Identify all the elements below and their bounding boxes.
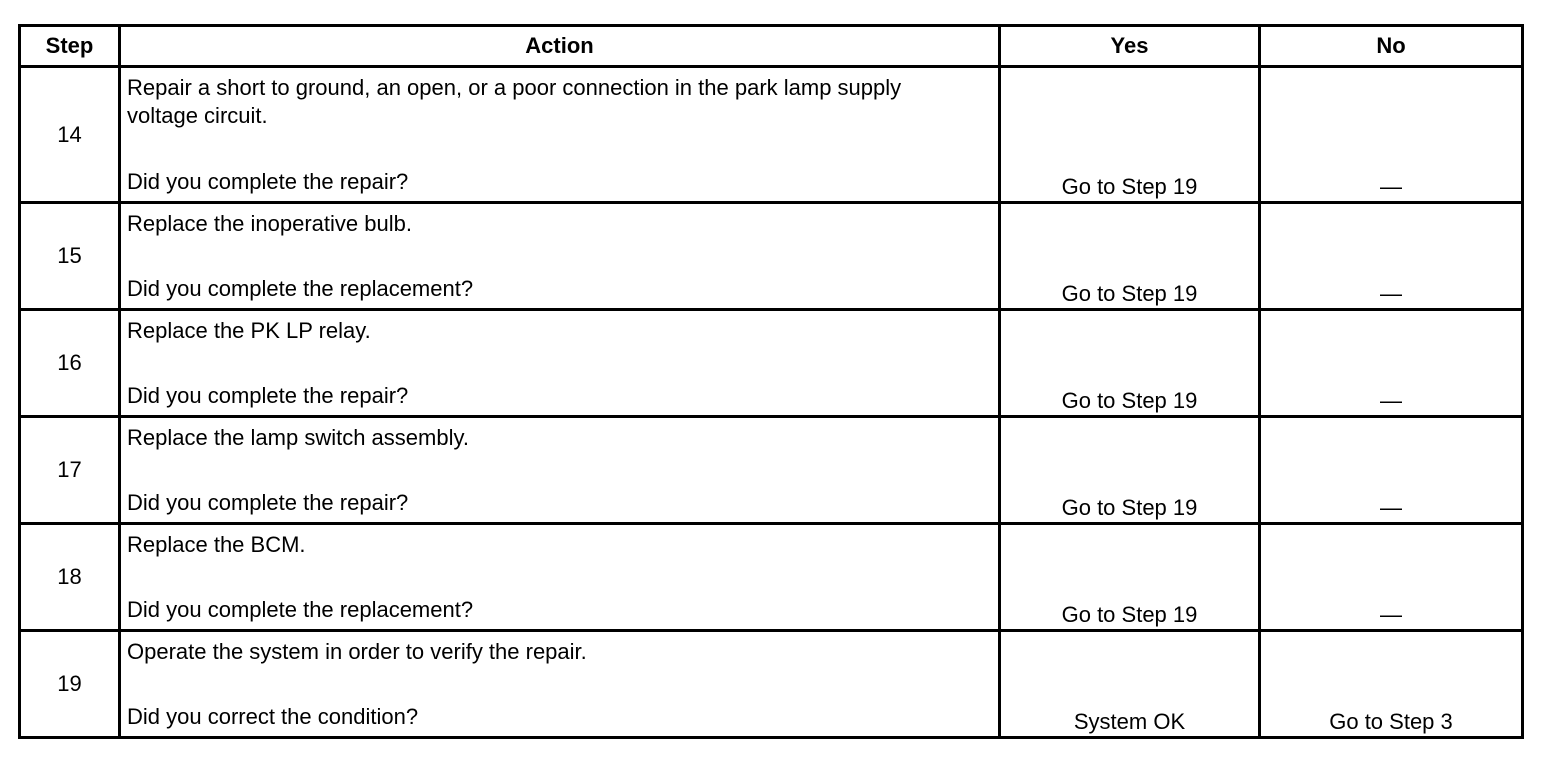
yes-result: Go to Step 19: [1000, 203, 1260, 310]
no-result: —: [1260, 67, 1523, 203]
step-number: 19: [20, 631, 120, 738]
step-number: 14: [20, 67, 120, 203]
yes-result: Go to Step 19: [1000, 67, 1260, 203]
action-cell: [120, 524, 1000, 631]
table-row: [20, 203, 1523, 310]
action-text: Replace the BCM.: [127, 532, 306, 557]
table-row: [20, 524, 1523, 631]
table-row: [20, 417, 1523, 524]
yes-result: System OK: [1000, 631, 1260, 738]
no-result: —: [1260, 203, 1523, 310]
action-question: Did you complete the replacement?: [127, 276, 474, 301]
action-question: Did you complete the repair?: [127, 169, 409, 194]
action-question: Did you complete the repair?: [127, 490, 409, 515]
table-row: [20, 631, 1523, 738]
action-question: Did you correct the condition?: [127, 704, 419, 729]
action-question: Did you complete the replacement?: [127, 597, 474, 622]
action-cell: [120, 67, 1000, 203]
yes-result: Go to Step 19: [1000, 310, 1260, 417]
action-cell: [120, 203, 1000, 310]
action-text: Replace the inoperative bulb.: [127, 211, 412, 236]
action-cell: [120, 310, 1000, 417]
header-yes: Yes: [1000, 26, 1260, 67]
step-number: 18: [20, 524, 120, 631]
action-text: Operate the system in order to verify the repair.: [127, 639, 587, 664]
step-number: 17: [20, 417, 120, 524]
step-number: 16: [20, 310, 120, 417]
action-text: Repair a short to ground, an open, or a poor connection in the park lamp supply voltage circuit.: [127, 75, 902, 128]
no-result: —: [1260, 310, 1523, 417]
table-row: [20, 310, 1523, 417]
header-step: Step: [20, 26, 120, 67]
step-number: 15: [20, 203, 120, 310]
header-no: No: [1260, 26, 1523, 67]
diagnostic-steps-table: [18, 24, 1524, 739]
action-text: Replace the PK LP relay.: [127, 318, 371, 343]
no-result: Go to Step 3: [1260, 631, 1523, 738]
table-row: [20, 67, 1523, 203]
yes-result: Go to Step 19: [1000, 524, 1260, 631]
action-cell: [120, 631, 1000, 738]
action-cell: [120, 417, 1000, 524]
no-result: —: [1260, 417, 1523, 524]
yes-result: Go to Step 19: [1000, 417, 1260, 524]
action-text: Replace the lamp switch assembly.: [127, 425, 469, 450]
action-question: Did you complete the repair?: [127, 383, 409, 408]
table-header-row: [20, 26, 1523, 67]
no-result: —: [1260, 524, 1523, 631]
header-action: Action: [120, 26, 1000, 67]
